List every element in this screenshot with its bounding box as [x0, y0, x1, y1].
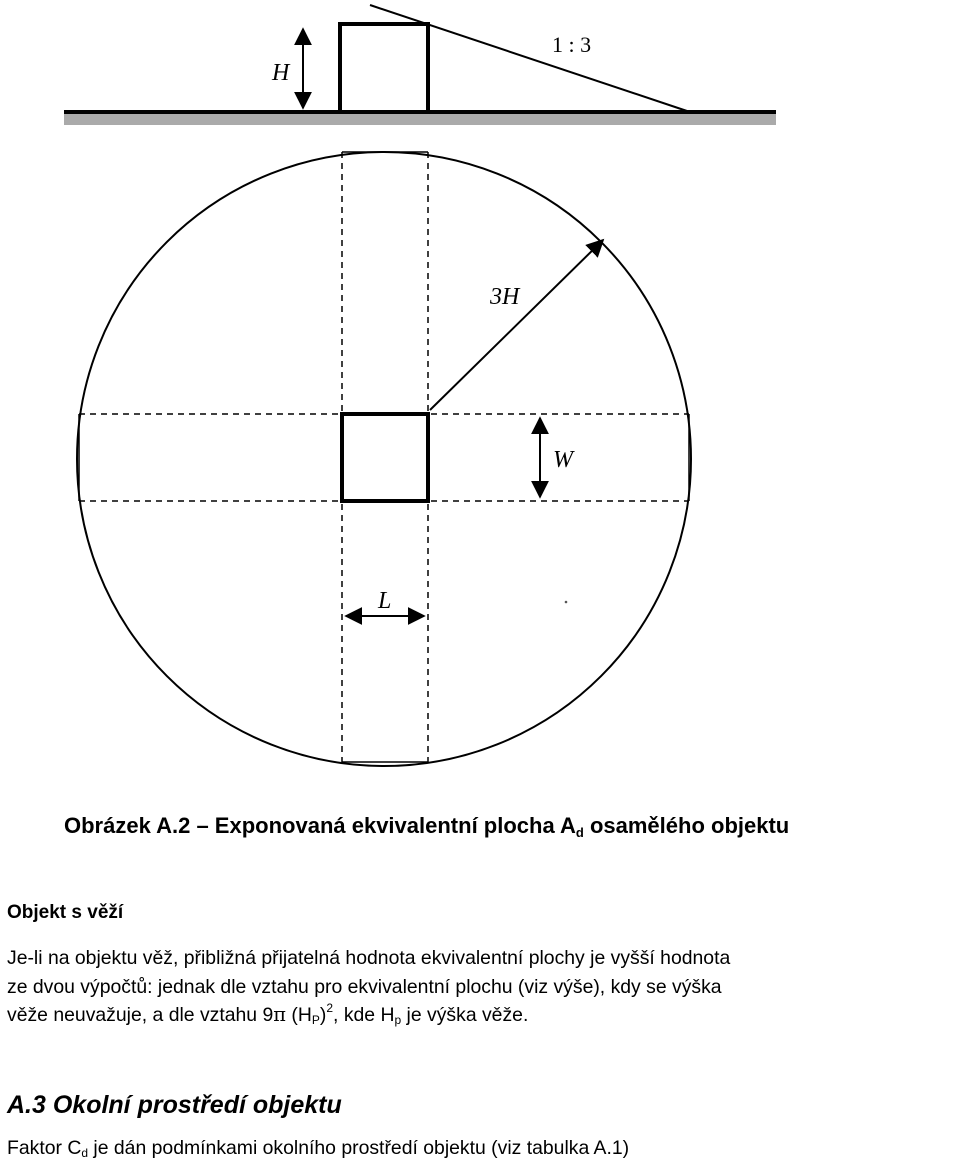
caption-suffix: osamělého objektu — [583, 813, 790, 838]
paragraph-line-2: ze dvou výpočtů: jednak dle vztahu pro ekvivalentní plochu (viz výše), kdy se výška — [7, 975, 722, 998]
object-plan — [342, 414, 428, 501]
line3-subscript-p-lower: p — [394, 1013, 402, 1027]
footer-text-b: je dán podmínkami okolního prostředí objektu (viz tabulka A.1) — [88, 1137, 630, 1159]
tower-paragraph — [7, 944, 955, 1030]
paragraph-line-1: Je-li na objektu věž, přibližná přijatelná hodnota ekvivalentní plochy je vyšší hodnota — [7, 947, 731, 969]
line3-text-b: (H — [286, 1004, 312, 1026]
figure-caption — [64, 813, 789, 839]
radius-label: 3H — [490, 284, 520, 310]
stray-dot — [565, 601, 568, 604]
line3-text-c: ) — [319, 1004, 327, 1026]
line3-subscript-p: P — [311, 1013, 320, 1027]
length-label: L — [378, 588, 392, 614]
section-heading: Objekt s věží — [7, 902, 124, 923]
width-label: W — [553, 447, 573, 473]
footer-text-a: Faktor C — [7, 1137, 82, 1159]
footer-subscript: d — [81, 1146, 89, 1160]
height-label: H — [272, 60, 290, 86]
line3-superscript: 2 — [326, 1001, 334, 1015]
slope-line — [370, 5, 690, 112]
caption-subscript: d — [575, 825, 584, 840]
line3-text-d: , kde H — [333, 1004, 395, 1026]
line3-text-a: věže neuvažuje, a dle vztahu 9 — [7, 1004, 274, 1026]
radius-arrow — [430, 240, 603, 410]
environment-factor-text — [7, 1137, 629, 1160]
pi-symbol: π — [273, 1003, 287, 1026]
object-elevation — [340, 24, 428, 112]
appendix-heading: A.3 Okolní prostředí objektu — [7, 1091, 342, 1119]
caption-prefix: Obrázek A.2 – Exponovaná ekvivalentní plocha A — [64, 813, 576, 838]
paragraph-line-3 — [7, 1001, 955, 1030]
slope-ratio-label: 1 : 3 — [552, 32, 592, 57]
line3-text-e: je výška věže. — [401, 1004, 529, 1026]
